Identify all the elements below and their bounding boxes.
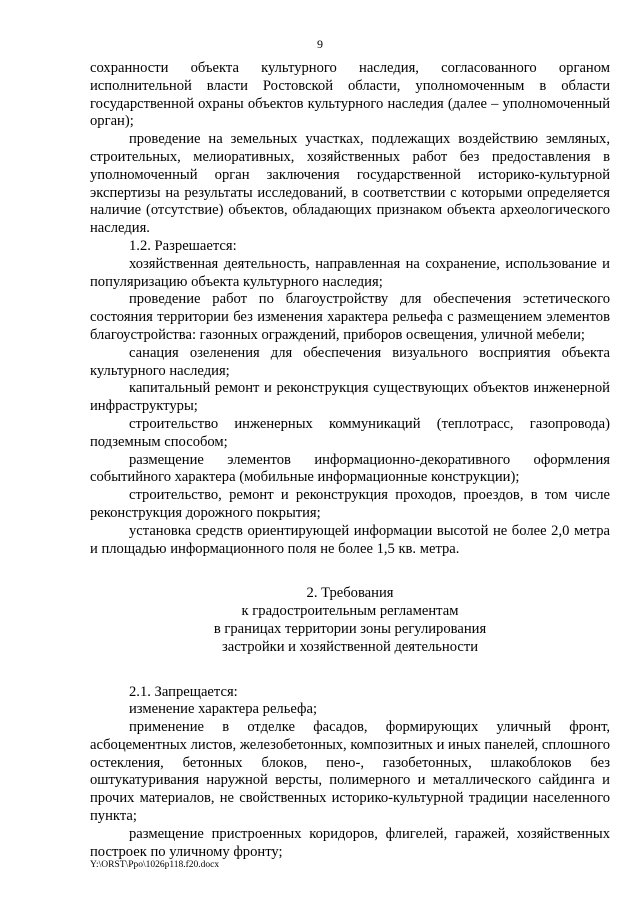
paragraph: проведение работ по благоустройству для обеспечения эстетического состояния территории без изменения характера рельефа с размещением элементов благоустройства: газонных ограждений, приборов освещения, уличной мебели; <box>90 291 610 343</box>
paragraph: 1.2. Разрешается: <box>129 237 237 254</box>
paragraph: установка средств ориентирующей информации высотой не более 2,0 метра и площадью информационного поля не более 1,5 кв. метра. <box>90 522 610 557</box>
paragraph: проведение на земельных участках, подлежащих воздействию земляных, строительных, мелиоративных, хозяйственных работ без предоставления в уполномоченный орган заключения государственной историко-культурной экспертизы на результаты исследований, в соответствии с которыми определяется наличие (отсутствие) объектов, обладающих признаком объекта археологического наследия. <box>90 131 610 237</box>
section-heading <box>90 585 610 656</box>
section-heading-line: 2. Требования <box>306 585 394 602</box>
paragraph: 2.1. Запрещается: <box>129 683 238 700</box>
section-heading-line: к градостроительным регламентам <box>241 603 459 620</box>
paragraph: применение в отделке фасадов, формирующих уличный фронт, асбоцементных листов, железобетонных, композитных и иных панелей, сплошного остекления, бетонных блоков, пено-, газобетонных, шлакоблоков без оштукатуривания наружной версты, полимерного и металлического сайдинга и прочих материалов, не свойственных историко-культурной традиции населенного пункта; <box>90 719 610 825</box>
paragraph: изменение характера рельефа; <box>129 701 318 718</box>
paragraph: сохранности объекта культурного наследия, согласованного органом исполнительной власти Ростовской области, уполномоченным в области государственной охраны объектов культурного наследия (далее – уполномоченный орган); <box>90 60 610 130</box>
paragraph: строительство инженерных коммуникаций (теплотрасс, газопровода) подземным способом; <box>90 415 610 450</box>
document-body <box>90 60 610 861</box>
paragraphs-part2 <box>90 684 610 862</box>
section-heading-line: в границах территории зоны регулирования <box>213 620 487 637</box>
paragraph: хозяйственная деятельность, направленная на сохранение, использование и популяризацию объекта культурного наследия; <box>90 255 610 290</box>
paragraph: размещение элементов информационно-декоративного оформления событийного характера (мобильные информационные конструкции); <box>90 451 610 486</box>
paragraph: размещение пристроенных коридоров, флигелей, гаражей, хозяйственных построек по уличному фронту; <box>90 825 610 860</box>
paragraph: строительство, ремонт и реконструкция проходов, проездов, в том числе реконструкция дорожного покрытия; <box>90 487 610 521</box>
page-number: 9 <box>317 37 323 51</box>
section-heading-line: застройки и хозяйственной деятельности <box>221 638 479 655</box>
paragraphs-part1 <box>90 60 610 558</box>
file-path-footer: Y:\ORST\Ppo\1026p118.f20.docx <box>90 860 220 870</box>
paragraph: капитальный ремонт и реконструкция существующих объектов инженерной инфраструктуры; <box>90 380 610 415</box>
paragraph: санация озеленения для обеспечения визуального восприятия объекта культурного наследия; <box>90 344 610 379</box>
